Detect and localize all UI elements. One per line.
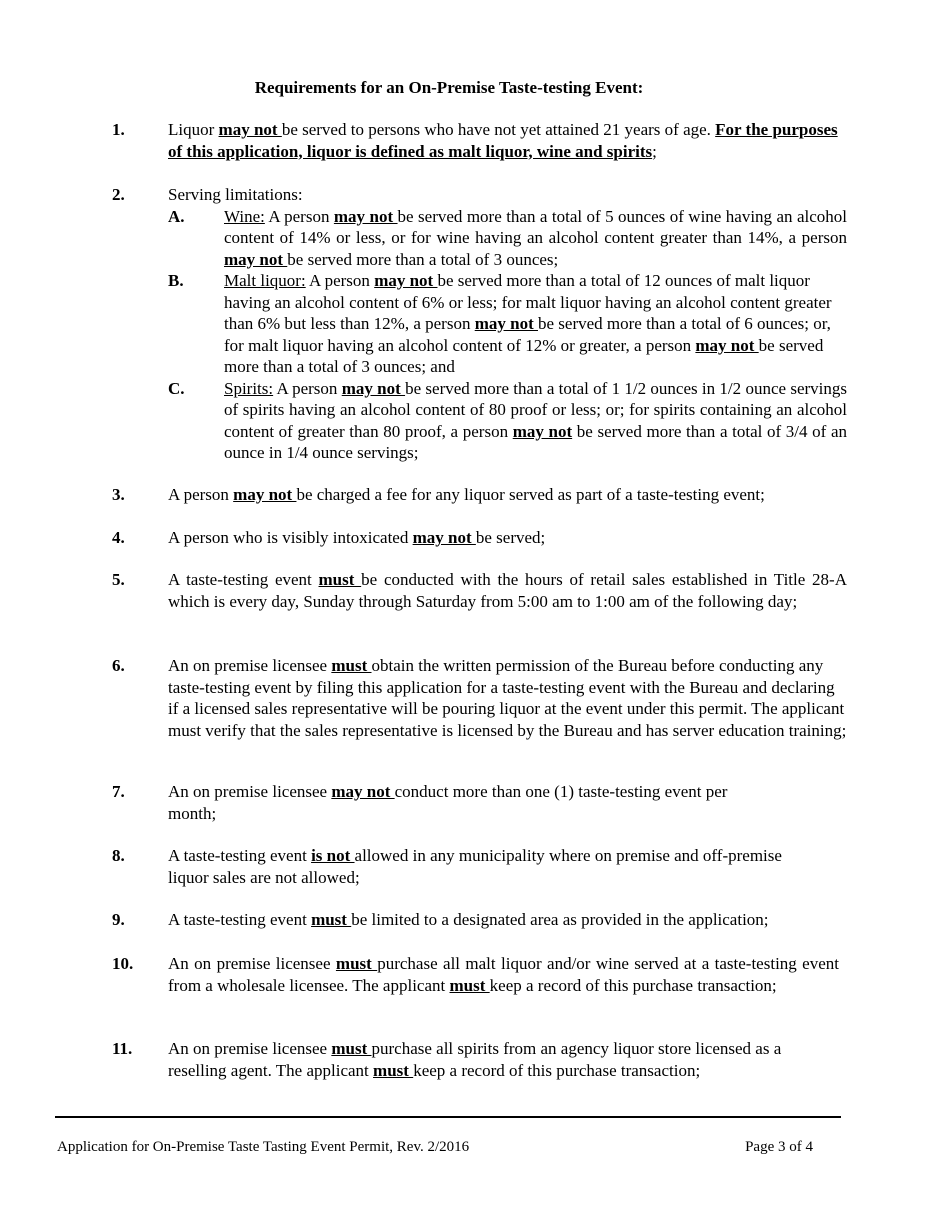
footer-form-title: Application for On-Premise Taste Tasting Event Permit, Rev. 2/2016	[57, 1139, 470, 1155]
item-number: 7.	[112, 782, 125, 801]
requirement-6	[112, 655, 847, 741]
item-number: 4.	[112, 528, 125, 547]
sub-item-letter: C.	[168, 378, 185, 398]
emphasis: may not	[218, 120, 282, 139]
item-text: A person may not be charged a fee for any liquor served as part of a taste-testing event;	[168, 485, 765, 504]
requirement-2	[112, 184, 847, 464]
item-text: An on premise licensee must purchase all malt liquor and/or wine served at a taste-testing event from a wholesale licensee. The applicant must keep a record of this purchase transaction;	[168, 954, 839, 995]
item-number: 10.	[112, 954, 134, 973]
item-number: 2.	[112, 185, 125, 204]
requirement-5	[112, 569, 847, 612]
item-text: A taste-testing event must be limited to a designated area as provided in the application;	[168, 910, 769, 929]
item-text: A person who is visibly intoxicated may not be served;	[168, 528, 546, 547]
sub-item-letter: A.	[168, 206, 185, 226]
item-text: Serving limitations:	[168, 185, 303, 204]
item-text: An on premise licensee must obtain the written permission of the Bureau before conducting any taste-testing event by filing this application for a taste-testing event with the Bureau and declaring if a licensed sales representative will be pouring liquor at the event under this permit. The applicant must verify that the sales representative is licensed by the Bureau and has server education training;	[168, 656, 847, 740]
sub-item-malt-liquor	[168, 270, 847, 378]
sub-item-wine	[168, 206, 847, 271]
item-text: An on premise licensee may not conduct more than one (1) taste-testing event per month;	[168, 782, 728, 823]
sub-item-text: Spirits: A person may not be served more than a total of 1 1/2 ounces in 1/2 ounce servings of spirits having an alcohol content of 80 proof or less; or; for spirits containing an alcohol content of greater than 80 proof, a person may not be served more than a total of 3/4 of an ounce in 1/4 ounce servings;	[224, 378, 848, 462]
footer-divider	[55, 1116, 841, 1118]
requirement-11	[112, 1038, 847, 1081]
item-text: An on premise licensee must purchase all spirits from an agency liquor store licensed as a reselling agent. The applicant must keep a record of this purchase transaction;	[168, 1039, 782, 1080]
sub-item-text: Wine: A person may not be served more than a total of 5 ounces of wine having an alcohol content of 14% or less, or for wine having an alcohol content greater than 14%, a person may not be served more than a total of 3 ounces;	[224, 206, 847, 269]
item-text: A taste-testing event must be conducted with the hours of retail sales established in Title 28-A which is every day, Sunday through Saturday from 5:00 am to 1:00 am of the following day;	[168, 570, 847, 611]
requirement-7	[112, 781, 847, 824]
sub-item-text: Malt liquor: A person may not be served more than a total of 12 ounces of malt liquor having an alcohol content of 6% or less; for malt liquor having an alcohol content greater than 6% but less than 12%, a person may not be served more than a total of 6 ounces; or, for malt liquor having an alcohol content of 12% or greater, a person may not be served more than a total of 3 ounces; and	[224, 271, 832, 376]
item-number: 9.	[112, 910, 125, 929]
requirement-1	[112, 119, 847, 162]
item-number: 8.	[112, 846, 125, 865]
requirement-8	[112, 845, 847, 888]
emphasis-definition: For the purposes of this application, liquor is defined as malt liquor, wine and spirits	[168, 120, 838, 161]
page-number: Page 3 of 4	[745, 1139, 813, 1155]
requirement-9	[112, 909, 847, 931]
item-number: 11.	[112, 1039, 133, 1058]
item-number: 5.	[112, 570, 125, 589]
page-title: Requirements for an On-Premise Taste-testing Event:	[254, 78, 644, 97]
item-number: 3.	[112, 485, 125, 504]
requirement-10	[112, 953, 847, 996]
item-number: 1.	[112, 120, 125, 139]
requirement-4	[112, 527, 847, 549]
requirement-3	[112, 484, 847, 506]
item-text: A taste-testing event is not allowed in any municipality where on premise and off-premise liquor sales are not allowed;	[168, 846, 782, 887]
sub-item-letter: B.	[168, 271, 184, 290]
item-number: 6.	[112, 656, 125, 675]
sub-item-spirits	[168, 378, 847, 464]
item-text: Liquor may not be served to persons who have not yet attained 21 years of age. For the purposes of this application, liquor is defined as malt liquor, wine and spirits;	[168, 120, 838, 161]
